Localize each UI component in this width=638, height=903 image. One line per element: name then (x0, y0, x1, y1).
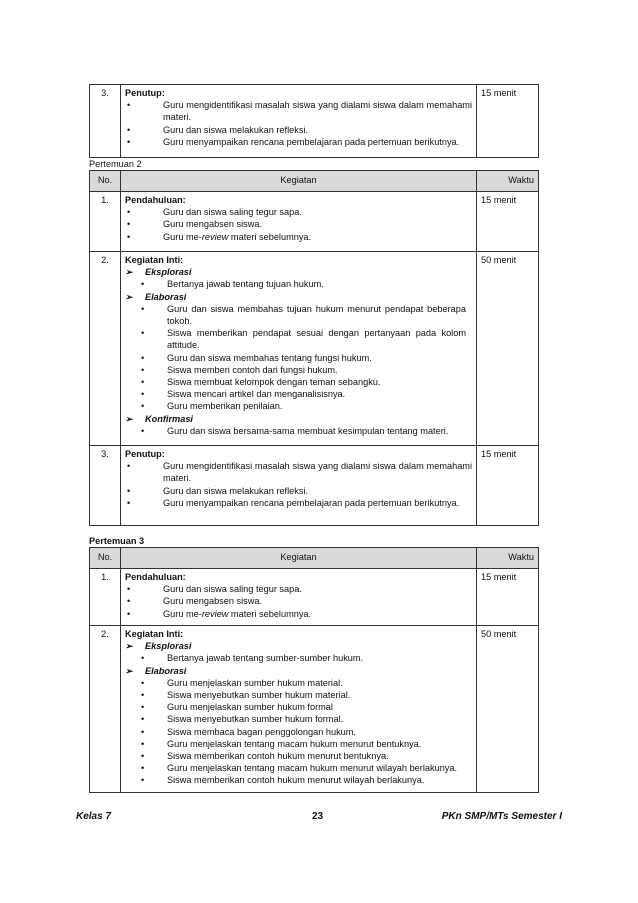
section-title: Kegiatan Inti: (125, 629, 184, 639)
list-item: • Guru mengidentifikasi masalah siswa yang dialami siswa dalam memahami materi. (125, 460, 472, 484)
section-title: Pendahuluan: (125, 195, 186, 205)
list-item: • Guru mengabsen siswa. (125, 595, 472, 607)
header-no: No. (90, 548, 121, 569)
section-title: Penutup: (125, 88, 165, 98)
list-item: • Siswa membaca bagan penggolongan hukum. (125, 726, 472, 738)
list-item: • Siswa menyebutkan sumber hukum formal. (125, 713, 472, 725)
table-header-row (90, 171, 539, 192)
list-item: • Siswa memberi contoh dari fungsi hukum. (125, 364, 472, 376)
table-row (90, 85, 539, 158)
time-cell: 50 menit (477, 252, 539, 446)
activity-cell (121, 252, 477, 446)
list-item: • Guru menjelaskan tentang macam hukum menurut wilayah berlakunya. (125, 762, 472, 774)
list-item: • Guru me-review materi sebelumnya. (125, 231, 472, 243)
activity-cell (121, 446, 477, 526)
table-header-row (90, 548, 539, 569)
section-label-pertemuan-2: Pertemuan 2 (89, 159, 142, 169)
list-item: • Bertanya jawab tentang sumber-sumber hukum. (125, 652, 472, 664)
table-row (90, 569, 539, 626)
row-number: 1. (90, 192, 121, 252)
footer-subject-label: PKn SMP/MTs Semester I (441, 811, 562, 822)
table-pertemuan-3 (89, 547, 539, 793)
time-cell: 15 menit (477, 192, 539, 252)
section-title: Pendahuluan: (125, 572, 186, 582)
header-no: No. (90, 171, 121, 192)
time-cell: 15 menit (477, 569, 539, 626)
row-number: 3. (90, 85, 121, 158)
time-cell: 15 menit (477, 446, 539, 526)
list-item: • Guru me-review materi sebelumnya. (125, 608, 472, 620)
row-number: 1. (90, 569, 121, 626)
subsection-elaborasi: ➢ Elaborasi (125, 665, 472, 677)
list-item: • Siswa menyebutkan sumber hukum material. (125, 689, 472, 701)
section-title: Penutup: (125, 449, 165, 459)
subsection-eksplorasi: ➢ Eksplorasi (125, 640, 472, 652)
activity-cell (121, 192, 477, 252)
table-pertemuan-2 (89, 170, 539, 526)
list-item: • Guru dan siswa saling tegur sapa. (125, 583, 472, 595)
header-waktu: Waktu (477, 548, 539, 569)
list-item: • Bertanya jawab tentang tujuan hukum. (125, 278, 472, 290)
list-item: • Guru dan siswa membahas tujuan hukum menurut pendapat beberapa tokoh. (125, 303, 472, 327)
page-number: 23 (312, 811, 324, 822)
list-item: • Guru menjelaskan sumber hukum material. (125, 677, 472, 689)
list-item: • Guru menjelaskan sumber hukum formal (125, 701, 472, 713)
list-item: • Siswa memberikan contoh hukum menurut bentuknya. (125, 750, 472, 762)
list-item: • Guru mengidentifikasi masalah siswa yang dialami siswa dalam memahami materi. (125, 99, 472, 123)
list-item: • Guru memberikan penilaian. (125, 400, 472, 412)
header-waktu: Waktu (477, 171, 539, 192)
footer-class-label: Kelas 7 (76, 811, 112, 822)
list-item: • Siswa mencari artikel dan menganalisisnya. (125, 388, 472, 400)
list-item: • Guru dan siswa bersama-sama membuat kesimpulan tentang materi. (125, 425, 472, 437)
row-number: 3. (90, 446, 121, 526)
time-cell: 15 menit (477, 85, 539, 158)
table-row (90, 446, 539, 526)
header-kegiatan: Kegiatan (121, 171, 477, 192)
list-item: • Guru menyampaikan rencana pembelajaran pada pertemuan berikutnya. (125, 497, 472, 509)
list-item: • Siswa membuat kelompok dengan teman sebangku. (125, 376, 472, 388)
row-number: 2. (90, 626, 121, 793)
list-item: • Guru menjelaskan tentang macam hukum menurut bentuknya. (125, 738, 472, 750)
list-item: • Siswa memberikan pendapat sesuai dengan pertanyaan pada kolom attitude. (125, 327, 472, 351)
section-label-pertemuan-3: Pertemuan 3 (89, 536, 145, 546)
table-row (90, 192, 539, 252)
subsection-konfirmasi: ➢ Konfirmasi (125, 413, 472, 425)
activity-cell (121, 85, 477, 158)
list-item: • Guru dan siswa saling tegur sapa. (125, 206, 472, 218)
header-kegiatan: Kegiatan (121, 548, 477, 569)
activity-cell (121, 626, 477, 793)
list-item: • Guru mengabsen siswa. (125, 218, 472, 230)
list-item: • Siswa memberikan contoh hukum menurut wilayah berlakunya. (125, 774, 472, 786)
list-item: • Guru dan siswa membahas tentang fungsi hukum. (125, 352, 472, 364)
time-cell: 50 menit (477, 626, 539, 793)
list-item: • Guru dan siswa melakukan refleksi. (125, 485, 472, 497)
subsection-elaborasi: ➢ Elaborasi (125, 291, 472, 303)
subsection-eksplorasi: ➢ Eksplorasi (125, 266, 472, 278)
activity-cell (121, 569, 477, 626)
row-number: 2. (90, 252, 121, 446)
table-row (90, 252, 539, 446)
section-title: Kegiatan Inti: (125, 255, 184, 265)
table-pertemuan-1-continued (89, 84, 539, 158)
list-item: • Guru dan siswa melakukan refleksi. (125, 124, 472, 136)
table-row (90, 626, 539, 793)
list-item: • Guru menyampaikan rencana pembelajaran pada pertemuan berikutnya. (125, 136, 472, 148)
